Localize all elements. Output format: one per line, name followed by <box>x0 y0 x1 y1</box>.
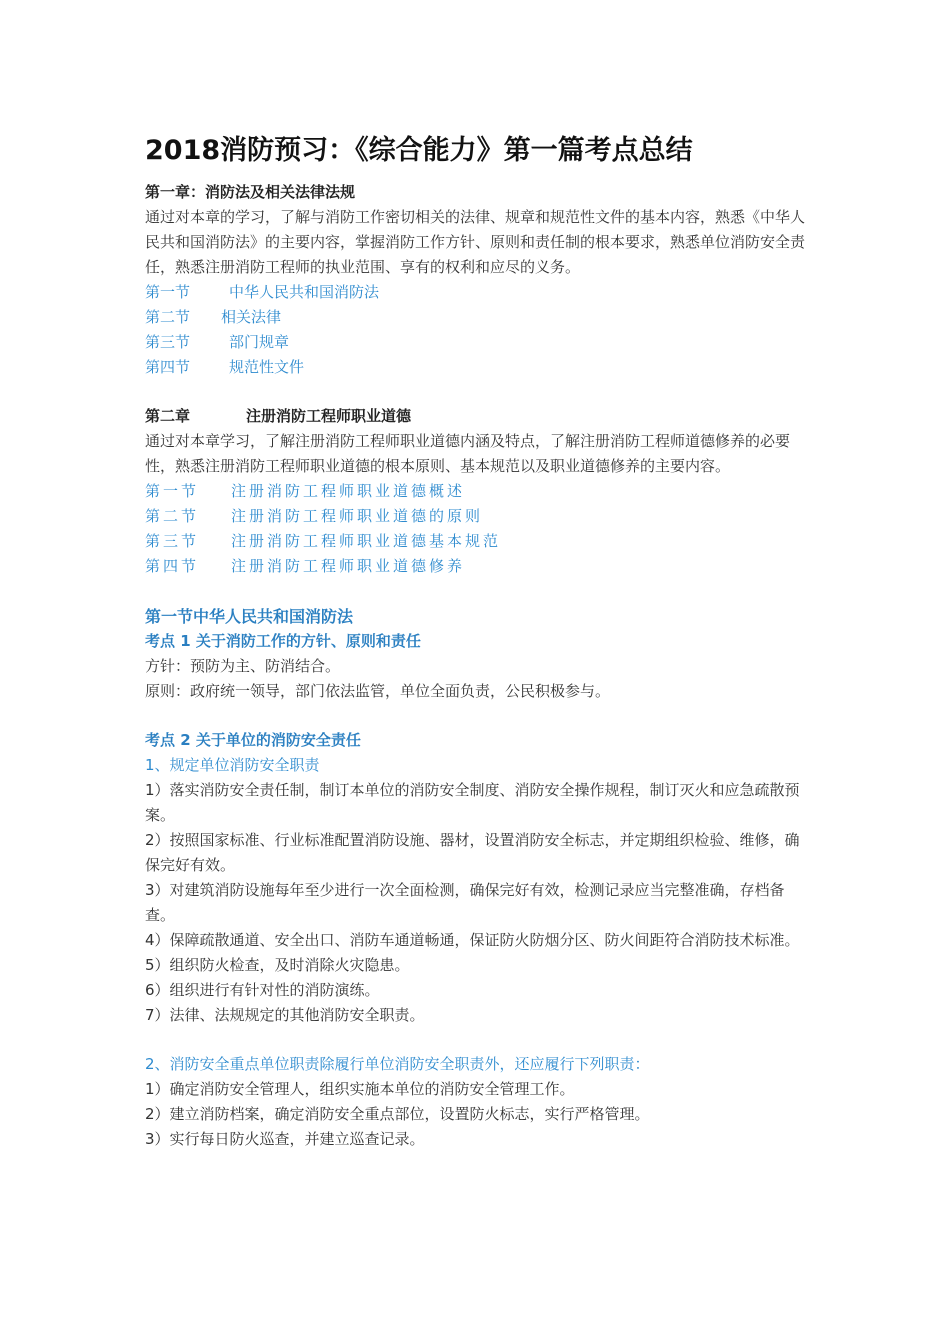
list-item: 4）保障疏散通道、安全出口、消防车通道畅通，保证防火防烟分区、防火间距符合消防技术标准。 <box>145 931 800 949</box>
point2-subheading-1: 1、规定单位消防安全职责 <box>145 756 320 774</box>
list-item: 3）对建筑消防设施每年至少进行一次全面检测，确保完好有效，检测记录应当完整准确，存档备查。 <box>145 881 785 924</box>
section1-heading: 第一节中华人民共和国消防法 <box>145 607 354 626</box>
chapter2-section-1[interactable]: 第一节 注册消防工程师职业道德概述 <box>145 482 466 500</box>
list-item: 2）按照国家标准、行业标准配置消防设施、器材，设置消防安全标志，并定期组织检验、维修，确保完好有效。 <box>145 831 800 874</box>
document-title: 2018消防预习：《综合能力》第一篇考点总结 <box>145 135 693 166</box>
chapter1-section-3[interactable]: 第三节 部门规章 <box>145 333 290 351</box>
chapter2-section-2[interactable]: 第二节 注册消防工程师职业道德的原则 <box>145 507 484 525</box>
chapter2-section-list <box>145 479 810 579</box>
chapter1-section-2[interactable]: 第二节 相关法律 <box>145 308 282 326</box>
spacer <box>145 704 810 728</box>
document-page <box>145 128 810 1152</box>
chapter1-intro: 通过对本章的学习，了解与消防工作密切相关的法律、规章和规范性文件的基本内容，熟悉《中华人民共和国消防法》的主要内容，掌握消防工作方针、原则和责任制的根本要求，熟悉单位消防安全责任，熟悉注册消防工程师的执业范围、享有的权利和应尽的义务。 <box>145 208 806 276</box>
point2-duties-list-1 <box>145 778 810 1028</box>
list-item: 2）建立消防档案，确定消防安全重点部位，设置防火标志，实行严格管理。 <box>145 1105 650 1123</box>
chapter2-intro: 通过对本章学习，了解注册消防工程师职业道德内涵及特点，了解注册消防工程师道德修养的必要性，熟悉注册消防工程师职业道德的根本原则、基本规范以及职业道德修养的主要内容。 <box>145 432 791 475</box>
list-item: 3）实行每日防火巡查，并建立巡查记录。 <box>145 1130 425 1148</box>
list-item: 5）组织防火检查，及时消除火灾隐患。 <box>145 956 410 974</box>
spacer <box>145 380 810 404</box>
list-item: 1）确定消防安全管理人，组织实施本单位的消防安全管理工作。 <box>145 1080 575 1098</box>
list-item: 7）法律、法规规定的其他消防安全职责。 <box>145 1006 425 1024</box>
chapter1-section-1[interactable]: 第一节 中华人民共和国消防法 <box>145 283 380 301</box>
chapter1-section-4[interactable]: 第四节 规范性文件 <box>145 358 305 376</box>
chapter2-section-4[interactable]: 第四节 注册消防工程师职业道德修养 <box>145 557 466 575</box>
point1-principle: 原则：政府统一领导，部门依法监管，单位全面负责，公民积极参与。 <box>145 682 611 700</box>
point1-policy: 方针：预防为主、防消结合。 <box>145 657 341 675</box>
point2-subheading-2: 2、消防安全重点单位职责除履行单位消防安全职责外，还应履行下列职责： <box>145 1055 650 1073</box>
spacer <box>145 1028 810 1052</box>
spacer <box>145 579 810 605</box>
point2-heading: 考点 2 关于单位的消防安全责任 <box>145 731 361 749</box>
point2-duties-list-2 <box>145 1077 810 1152</box>
chapter1-title: 第一章：消防法及相关法律法规 <box>145 183 356 201</box>
point1-heading: 考点 1 关于消防工作的方针、原则和责任 <box>145 632 421 650</box>
chapter2-title: 第二章 注册消防工程师职业道德 <box>145 407 412 425</box>
chapter2-section-3[interactable]: 第三节 注册消防工程师职业道德基本规范 <box>145 532 502 550</box>
chapter1-section-list <box>145 280 810 380</box>
list-item: 1）落实消防安全责任制，制订本单位的消防安全制度、消防安全操作规程，制订灭火和应急疏散预案。 <box>145 781 800 824</box>
list-item: 6）组织进行有针对性的消防演练。 <box>145 981 380 999</box>
